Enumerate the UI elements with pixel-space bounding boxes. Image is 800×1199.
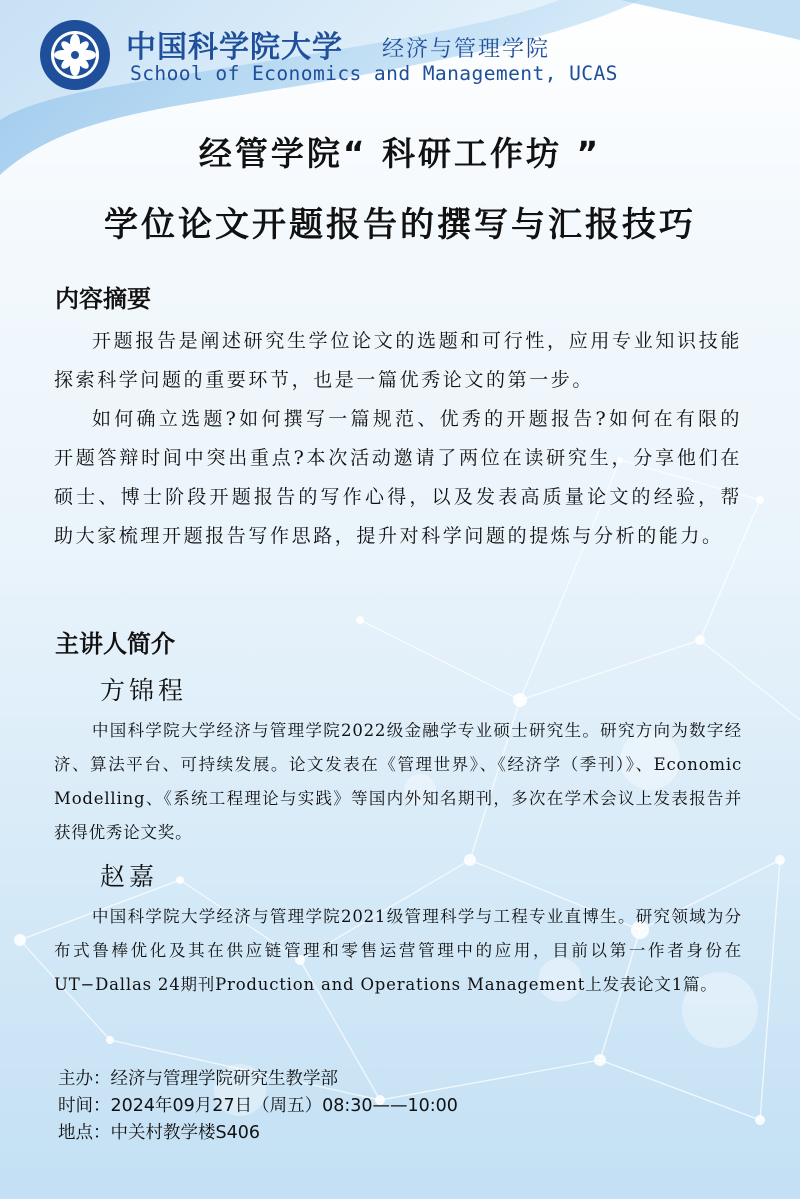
- summary-heading: 内容摘要: [55, 285, 151, 313]
- summary-paragraph-2: 如何确立选题?如何撰写一篇规范、优秀的开题报告?如何在有限的开题答辩时间中突出重点?本次活动邀请了两位在读研究生，分享他们在硕士、博士阶段开题报告的写作心得，以及发表高质量论文的经验，帮助大家梳理开题报告写作思路，提升对科学问题的提炼与分析的能力。: [54, 408, 742, 547]
- event-title: 经管学院“ 科研工作坊 ”: [198, 134, 602, 173]
- event-subtitle: 学位论文开题报告的撰写与汇报技巧: [104, 205, 696, 245]
- ucas-emblem-icon: [38, 18, 112, 92]
- speaker-bio-2: 中国科学院大学经济与管理学院2021级管理科学与工程专业直博生。研究领域为分布式鲁棒优化及其在供应链管理和零售运营管理中的应用，目前以第一作者身份在UT−Dallas 24期刊Production and Operations Management上发表论文1篇。: [54, 907, 742, 994]
- school-name-cn: 中国科学院大学: [126, 30, 343, 65]
- summary-paragraph-1: 开题报告是阐述研究生学位论文的选题和可行性，应用专业知识技能探索科学问题的重要环节，也是一篇优秀论文的第一步。: [54, 330, 742, 391]
- department-name-cn: 经济与管理学院: [382, 37, 551, 62]
- location-line: 地点：中关村教学楼S406: [58, 1123, 261, 1143]
- host-line: 主办：经济与管理学院研究生教学部: [58, 1069, 338, 1089]
- speaker-name-1: 方锦程: [100, 676, 188, 705]
- event-info: [58, 1066, 458, 1147]
- time-line: 时间：2024年09月27日（周五）08:30——10:00: [58, 1096, 458, 1116]
- speakers-heading: 主讲人简介: [55, 630, 175, 658]
- speaker-name-2: 赵嘉: [100, 862, 159, 891]
- speaker-bio-1: 中国科学院大学经济与管理学院2022级金融学专业硕士研究生。研究方向为数字经济、算法平台、可持续发展。论文发表在《管理世界》、《经济学（季刊）》、Economic Modelling、《系统工程理论与实践》等国内外知名期刊，多次在学术会议上发表报告并获得优秀论文奖。: [54, 721, 742, 842]
- school-name-en: School of Economics and Management, UCAS: [130, 62, 618, 85]
